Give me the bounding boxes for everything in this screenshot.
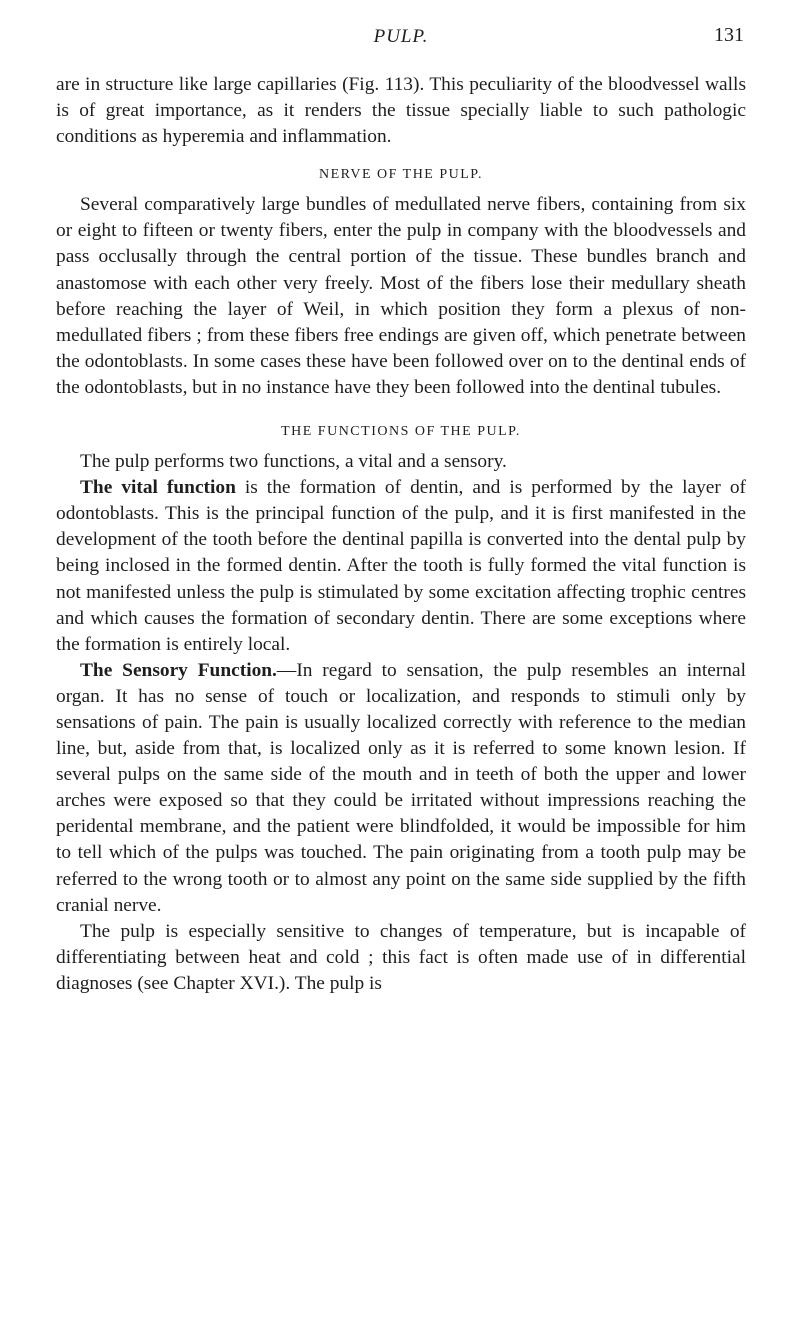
- vital-function-text: is the formation of dentin, and is performed by the layer of odontoblasts. This is the principal function of the pulp, and it is first manifested in the development of the tooth before the dentinal papilla is converted into the dental pulp by being inclosed in the formed dentin. After the tooth is fully formed the vital function is not manifested unless the pulp is stimulated by some excitation affecting trophic centres and which causes the formation of secondary dentin. There are some exceptions where the formation is entirely local.: [56, 477, 746, 655]
- paragraph-vital-function: [56, 475, 746, 658]
- book-page: [56, 0, 746, 997]
- paragraph-sensory-function: [56, 658, 746, 919]
- sensory-function-term: The Sensory Function.: [80, 659, 277, 681]
- paragraph-temperature: The pulp is especially sensitive to changes of temperature, but is incapable of differentiating between heat and cold ; this fact is often made use of in differential diagnoses (see Chapter XVI.). The pulp is: [56, 920, 746, 994]
- running-title: PULP.: [373, 26, 429, 47]
- page-number: 131: [714, 24, 744, 46]
- vital-function-term: The vital function: [80, 477, 236, 499]
- paragraph-two-functions: The pulp performs two functions, a vital and a sensory.: [80, 451, 507, 473]
- section-heading-functions: THE FUNCTIONS OF THE PULP.: [281, 424, 521, 440]
- paragraph-nerve: Several comparatively large bundles of medullated nerve fibers, containing from six or eight to fifteen or twenty fibers, enter the pulp in company with the bloodvessels and pass occlusally through the central portion of the tissue. These bundles branch and anastomose with each other very freely. Most of the fibers lose their medullary sheath before reaching the layer of Weil, in which position they form a plexus of non-medullated fibers ; from these fibers free endings are given off, which penetrate between the odontoblasts. In some cases these have been followed over on to the dentinal ends of the odontoblasts, but in no instance have they been followed into the dentinal tubules.: [56, 194, 746, 398]
- paragraph-intro: are in structure like large capillaries (Fig. 113). This peculiarity of the bloodvessel walls is of great importance, as it renders the tissue specially liable to such pathologic conditions as hyperemia and inflammation.: [56, 74, 746, 148]
- section-heading-nerve: NERVE OF THE PULP.: [318, 167, 484, 183]
- sensory-function-text: —In regard to sensation, the pulp resembles an internal organ. It has no sense of touch or localization, and responds to stimuli only by sensations of pain. The pain is usually localized correctly with reference to the median line, but, aside from that, is localized only as it is referred to some known lesion. If several pulps on the same side of the mouth and in teeth of both the upper and lower arches were exposed so that they could be irritated without impressions reaching the peridental membrane, and the patient were blindfolded, it would be impossible for him to tell which of the pulps was touched. The pain originating from a tooth pulp may be referred to the wrong tooth or to almost any point on the same side supplied by the fifth cranial nerve.: [56, 659, 746, 916]
- running-header: [56, 0, 746, 52]
